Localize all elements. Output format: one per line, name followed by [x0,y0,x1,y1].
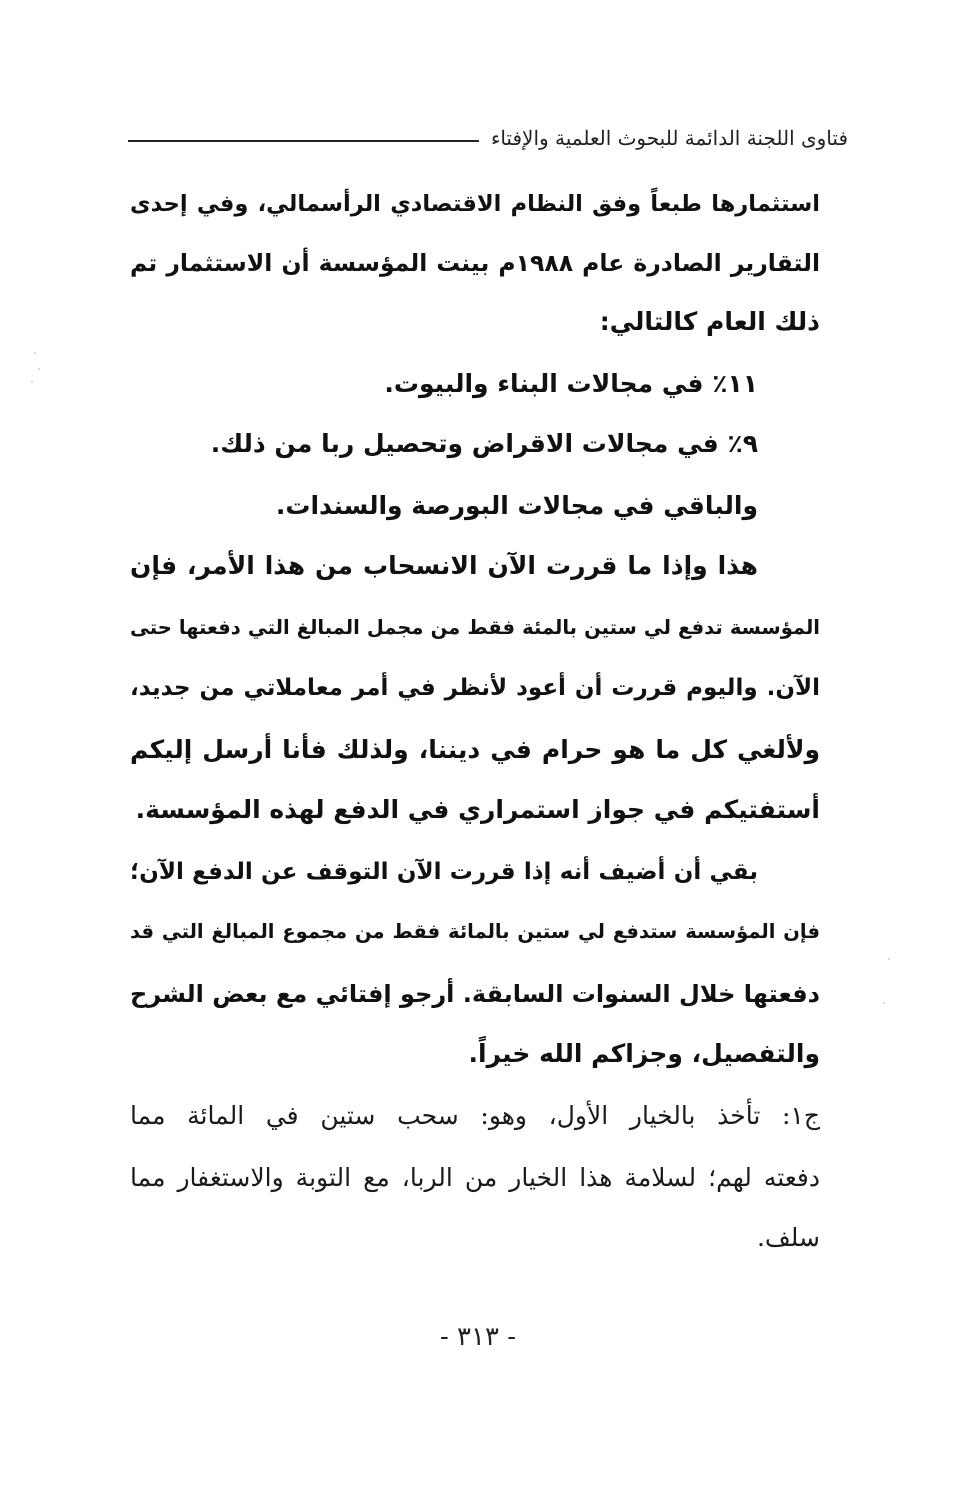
question-text [130,178,820,1038]
question-line: بقي أن أضيف أنه إذا قررت الآن التوقف عن الدفع الآن؛ [130,859,758,885]
question-line: ذلك العام كالتالي: [599,307,820,336]
page-number: - ٣١٣ - [439,1322,517,1352]
question-line: ولألغي كل ما هو حرام في ديننا، ولذلك فأنا أرسل إليكم [130,735,820,764]
paper-speck [34,352,36,354]
answer-line: ج١: تأخذ بالخيار الأول، وهو: سحب ستين في المائة مما [130,1101,820,1130]
paper-speck [883,1002,885,1004]
answer-text [130,1090,820,1290]
list-item-building: ١١٪ في مجالات البناء والبيوت. [384,369,758,398]
answer-line: دفعته لهم؛ لسلامة هذا الخيار من الربا، مع التوبة والاستغفار مما [130,1163,820,1192]
paper-speck [888,958,890,960]
paper-speck [31,381,33,383]
question-line: الآن. واليوم قررت أن أعود لأنظر في أمر معاملاتي من جديد، [130,675,820,701]
question-closing [130,1028,820,1088]
question-line: دفعتها خلال السنوات السابقة. أرجو إفتائي مع بعض الشرح [130,980,820,1008]
question-line: استثمارها طبعاً وفق النظام الاقتصادي الرأسمالي، وفي إحدى [130,191,820,217]
question-line: أستفتيكم في جواز استمراري في الدفع لهذه المؤسسة. [135,795,820,824]
running-head-rule [128,140,479,142]
question-line: المؤسسة تدفع لي ستين بالمئة فقط من مجمل المبالغ التي دفعتها حتى [130,616,820,639]
running-head-title: فتاوى اللجنة الدائمة للبحوث العلمية والإفتاء [490,126,848,150]
question-line: هذا وإذا ما قررت الآن الانسحاب من هذا الأمر، فإن [130,551,758,580]
paper-speck [38,368,40,370]
question-line: فإن المؤسسة ستدفع لي ستين بالمائة فقط من مجموع المبالغ التي قد [130,920,820,943]
running-head [128,118,848,158]
answer-line: سلف. [756,1223,820,1252]
list-item-remainder: والباقي في مجالات البورصة والسندات. [275,491,758,520]
question-line: التقارير الصادرة عام ١٩٨٨م بينت المؤسسة أن الاستثمار تم [130,249,820,277]
question-line: والتفصيل، وجزاكم الله خيراً. [468,1039,820,1068]
list-item-lending: ٩٪ في مجالات الاقراض وتحصيل ربا من ذلك. [210,429,758,458]
